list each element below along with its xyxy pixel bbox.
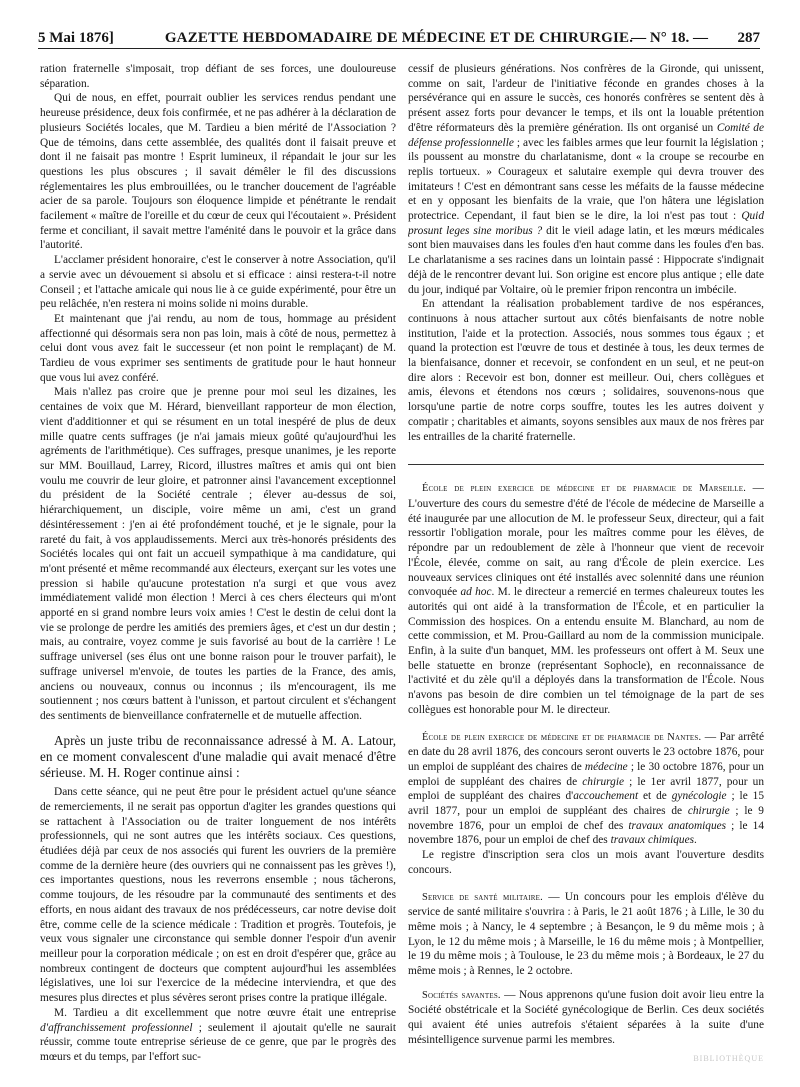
paragraph-professional-interests: Dans cette séance, qui ne peut être pour le président actuel qu'une séance de remerciements, il ne serait pas opportun d'agiter les grandes questions qui se rattachent à l'Association ou de traiter longuement de nos intérêts professionnels, qui ne sont autres que les intérêts sociaux. Ces questions, étudiées déjà par ceux de nos associés qui furent les ouvriers de la première comme de la dernière heure (des ouvriers qui ne connaissent pas les grèves !), ces importantes questions, nous les reverrons ensemble ; nous tâcherons, comme toujours, de les résoudre par la communauté des sentiments et des efforts, en nous aidant des travaux de nos prédécesseurs, car notre devise doit être, comme celle de la science médicale : Tradition et progrès. Toutefois, je veux vous signaler une circonstance qui semble donner l'espoir d'un avenir meilleur pour la corporation médicale ; on est en droit d'espérer que, grâce au nombreux contingent de docteurs que comptent aujourd'hui les assemblées législatives, une loi sur l'exercice de la médecine interviendra, et que des mesures plus directes et plus sévères seront prises contre la pratique illégale. [40, 786, 396, 1005]
news-item-marseille: École de plein exercice de médecine et de pharmacie de Marseille. — L'ouverture des cours du semestre d'été de l'école de médecine de Marseille a été inaugurée par une allocution de M. le professeur Seux, directeur, qui a fait ressortir l'obligation morale, pour les maîtres comme pour les élèves, de répondre par un redoublement de zèle à l'honneur que vient de recevoir l'École, élevée, comme on sait, au rang d'École de plein exercice. Les nouveaux services cliniques ont été installés avec solennité dans une réunion convoquée ad hoc. M. le directeur a remercié en termes chaleureux toutes les autorités qui ont aidé à la transformation de l'École, et en particulier la Commission des hospices. On a entendu ensuite M. Blanchard, au nom de cette commission, et M. Prou-Gaillard au nom de la commission municipale. Enfin, à la suite d'un banquet, MM. les professeurs ont offert à M. Seux une belle statuette en bronze (représentant Sophocle), en reconnaissance de l'activité et du zèle qu'il a déployés dans la transformation de l'École. Nous n'avons pas besoin de dire combien un tel témoignage de la part de ses collègues est honorable pour M. le directeur. [408, 482, 764, 716]
news-item-nantes: École de plein exercice de médecine et de pharmacie de Nantes. — Par arrêté en date du 28 avril 1876, des concours seront ouverts le 23 octobre 1876, pour un emploi de suppléant des chaires de médecine ; le 30 octobre 1876, pour un emploi de suppléant des chaires de chirurgie ; le 1er avril 1877, pour un emploi de suppléant des chaires d'accouchement et de gynécologie ; le 15 avril 1877, pour un emploi de suppléant des chaires de chirurgie ; le 9 novembre 1876, pour un emploi de chef des travaux anatomiques ; le 14 novembre 1876, pour un emploi de chef des travaux chimiques. [408, 730, 764, 847]
paragraph-continuation: ration fraternelle s'imposait, trop défiant de ses forces, une douloureuse séparation. [40, 63, 396, 90]
emphasis-comite: Comité de défense professionnelle [408, 121, 764, 149]
news-heading-nantes: École de plein exercice de médecine et de pharmacie de Nantes. [422, 731, 702, 743]
paragraph-affranchissement: M. Tardieu a dit excellemment que notre œuvre était une entreprise d'affranchissement professionnel ; seulement il ajoutait qu'elle ne saurait réussir, comme toute entreprise sérieuse de ce genre, que par le progrès des mœurs et du temps, par l'effort suc- [40, 1006, 396, 1063]
news-heading-learned-societies: Sociétés savantes. [422, 989, 501, 1001]
news-item-military-health: Service de santé militaire. — Un concours pour les emplois d'élève du service de santé militaire s'ouvrira : à Paris, le 21 août 1876 ; à Lille, le 30 du même mois ; à Nancy, le 4 septembre ; à Besançon, le 9 du même mois ; à Lyon, le 12 du même mois ; à Marseille, le 16 du même mois ; à Montpellier, le 19 du même mois ; à Toulouse, le 23 du même mois ; à Bordeaux, le 27 du même mois ; à Rennes, le 2 octobre. [408, 890, 764, 978]
paragraph-gironde: cessif de plusieurs générations. Nos confrères de la Gironde, qui unissent, comme on sait, l'ardeur de l'initiative féconde en grandes choses à la persévérance qui en assure le succès, ces honorés confrères se sentent dès à présent assez forts pour devancer le temps, et ils ont la louable prétention d'être réformateurs dès la première génération. Ils ont organisé un Comité de défense professionnelle ; avec les faibles armes que leur fournit la législation ; ils poussent au monstre du charlatanisme, dont « la croupe se recourbe en replis tortueux. » Courageux et salutaire exemple qui devra trouver des imitateurs ! C'est en démontrant sans cesse les méfaits de la fausse médecine et en y opposant les bienfaits de la vraie, que l'on hâtera une législation protectrice. Cependant, il faut bien se le dire, la loi n'est pas tout : Quid prosunt leges sine moribus ? dit le vieil adage latin, et les mœurs médicales sont bien mauvaises dans les foules d'en haut comme dans les foules d'en bas. Le charlatanisme a ses racines dans un lointain passé : Hippocrate s'indignait déjà de le rencontrer devant lui. Son origine est encore plus antique ; elle date du jour, indiqué par Voltaire, où le premier fripon rencontra un imbécile. [408, 63, 764, 296]
left-column [40, 62, 396, 1080]
paragraph-election-thanks: Mais n'allez pas croire que je prenne pour moi seul les dizaines, les centaines de voix que M. Hérard, bienveillant rapporteur de mon élection, vient d'additionner et qui se résument en un total inespéré de plus de deux mille quatre cents suffrages (je n'ai jamais mieux goûté qu'aujourd'hui les agréments de l'arithmétique). Ces suffrages, presque unanimes, je les reporte sur MM. Bouillaud, Larrey, Ricord, illustres maîtres et amis qui ont bien voulu me couvrir de leur gloire, et patronner ainsi l'avancement exceptionnel du président de la Société centrale ; élever au-dessus de soi, hiérarchiquement, un disciple, voire même un ami, c'est un grand désintéressement : j'en ai été profondément touché, et je le signale, pour la rareté du fait, à vos applaudissements. Merci aux très-honorés présidents des Sociétés locales qui ont fait un accueil sympathique à ma candidature, qui m'ont présenté et même recommandé aux électeurs, exerçant sur les votes une pression si habile qu'aucune protestation n'a surgi et que vous avez immédiatement validé mon élection ! Merci à ces chers électeurs qui m'ont apporté en si grand nombre leurs voix amies ! C'est le destin de celui dont la vie se prolonge de perdre les amitiés des premiers âges, et c'est un dur destin ; mais, au contraire, voyez comme je suis favorisé au bout de la carrière ! Le suffrage universel (ses élus ont une bonne raison pour le trouver parfait), le suffrage universel m'envoie, de toutes les parties de la France, des amis, anciens ou nouveaux, connus ou inconnus ; ils m'encouragent, ils me soutiennent ; nos cœurs battent à l'unisson, et partout circulent et s'échangent des sentiments de bienveillance confraternelle et de mutuelle affection. [40, 386, 396, 722]
news-heading-marseille: École de plein exercice de médecine et de pharmacie de Marseille. [422, 483, 746, 495]
page-header [38, 8, 760, 49]
emphasis-latin-adage: Quid prosunt leges sine moribus ? [408, 210, 764, 237]
issue-number: — N° 18. — [631, 30, 708, 46]
paragraph-gratitude: Et maintenant que j'ai rendu, au nom de tous, hommage au président affectionné qui désormais sera non pas loin, mais à côté de nous, permettez à celui dont vous avez fait le successeur (et non point le remplaçant) de M. Tardieu de vous exprimer ses sentiments de gratitude pour le haut honneur que vous lui avez conféré. [40, 312, 396, 384]
journal-title: GAZETTE HEBDOMADAIRE DE MÉDECINE ET DE CHIRURGIE. [164, 30, 634, 46]
news-item-learned-societies: Sociétés savantes. — Nous apprenons qu'une fusion doit avoir lieu entre la Société obstétricale et la Société gynécologique de Berlin. Ces deux sociétés qui avaient été unies autrefois s'étaient séparées à la suite d'une mésintelligence survenue parmi les membres. [408, 988, 764, 1046]
paragraph-tardieu-services: Qui de nous, en effet, pourrait oublier les services rendus pendant une heureuse présidence, deux fois confirmée, et ne pas adhérer à la déclaration de plusieurs Sociétés locales, que M. Tardieu a bien mérité de l'Association ? Que de témoins, dans cette assemblée, des qualités dont il faisait preuve et dont il ne faisait pas montre ! Esprit lumineux, il répandait le jour sur les questions les plus obscures ; il savait démêler le fil des discussions réglementaires les plus embrouillées, ou le trancher doucement de l'agréable acier de sa parole. Toujours son éloquence limpide et pénétrante le rendait facilement « maître de l'oreille et du cœur de ceux qui l'écoutaient ». Président ferme et conciliant, il savait mettre l'aménité dans le pouvoir et la grâce dans l'autorité. [40, 92, 396, 252]
paragraph-registration-closing: Le registre d'inscription sera clos un mois avant l'ouverture desdits concours. [408, 849, 764, 876]
emphasis-affranchissement: d'affranchissement professionnel [40, 1021, 193, 1034]
library-stamp: BIBLIOTHÈQUE [693, 1053, 764, 1063]
news-heading-military-health: Service de santé militaire. [422, 891, 543, 903]
right-column [408, 62, 764, 1080]
issue-date: 5 Mai 1876] [38, 30, 114, 46]
paragraph-solidarity: En attendant la réalisation probablement tardive de nos espérances, continuons à nous attacher surtout aux côtés bienfaisants de notre noble institution, l'aide et la protection. Associés, nous sommes tous égaux ; et quand la protection est l'œuvre de tous et destinée à tous, les deux termes de la bienfaisance, donner et recevoir, se confondent en un seul, et ne peut-on dire alors : Recevoir est bon, donner est meilleur. Oui, chers collègues et amis, élevons et étendons nos cœurs ; solidaires, souvenons-nous que lorsqu'une partie de notre corps souffre, toutes les les autres doivent y compatir ; charitables et aimants, soyons sensibles aux maux de nos frères par les entrailles de la charité fraternelle. [408, 298, 764, 443]
paragraph-honorary-president: L'acclamer président honoraire, c'est le conserver à notre Association, qu'il a servie avec un dévouement si absolu et si efficace : ainsi restera-t-il notre Conseil ; et l'attache amicale qui nous lie à ce guide expérimenté, pour être un peu relâchée, n'en restera ni moins solide ni moins durable. [40, 254, 396, 311]
paragraph-latour-tribute: Après un juste tribu de reconnaissance adressé à M. A. Latour, en ce moment convalescent d'une maladie qui avait menacé d'être sérieuse. M. H. Roger continue ainsi : [40, 732, 396, 781]
page-number: 287 [737, 30, 760, 46]
section-divider [408, 464, 764, 465]
